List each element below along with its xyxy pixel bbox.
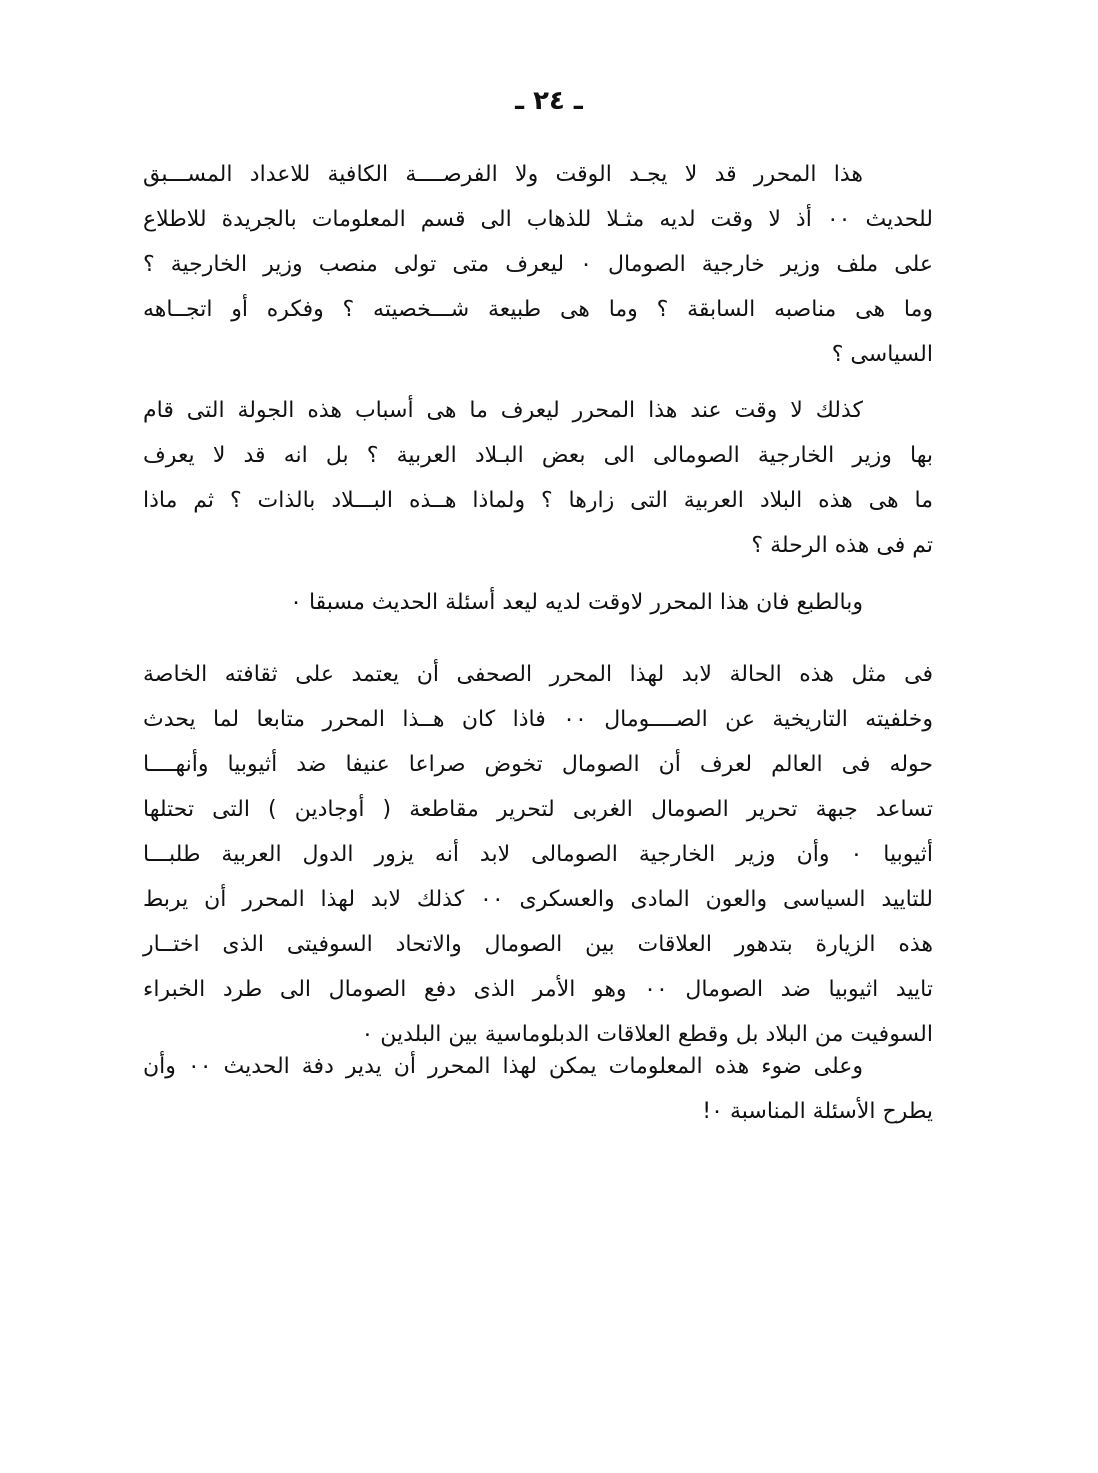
text-line: السوفيت من البلاد بل وقطع العلاقات الدبلوماسية بين البلدين ٠: [361, 1022, 933, 1047]
text-line: تساعد جبهة تحرير الصومال الغربى لتحرير مقاطعة ( أوجادين ) التى تحتلها: [143, 797, 933, 822]
paragraph-1: [143, 152, 933, 377]
paragraph-4: [143, 652, 933, 1057]
paragraph-5: [143, 1044, 933, 1134]
text-line: تم فى هذه الرحلة ؟: [751, 533, 933, 558]
text-line: للحديث ٠٠ أذ لا وقت لديه مثـلا للذهاب الى قسم المعلومات بالجريدة للاطلاع: [143, 207, 933, 232]
paragraph-3: [143, 580, 933, 625]
text-line: للتاييد السياسى والعون المادى والعسكرى ٠٠ كذلك لابد لهذا المحرر أن يربط: [143, 887, 934, 912]
paragraph-2: [143, 388, 933, 568]
text-line: كذلك لا وقت عند هذا المحرر ليعرف ما هى أسباب هذه الجولة التى قام: [143, 398, 863, 423]
text-line: وما هى مناصبه السابقة ؟ وما هى طبيعة شـــخصيته ؟ وفكره أو اتجــاهه: [143, 297, 933, 322]
text-line: فى مثل هذه الحالة لابد لهذا المحرر الصحفى أن يعتمد على ثقافته الخاصة: [143, 662, 933, 687]
text-line: على ملف وزير خارجية الصومال ٠ ليعرف متى تولى منصب وزير الخارجية ؟: [143, 252, 933, 277]
text-line: وبالطبع فان هذا المحرر لاوقت لديه ليعد أسئلة الحديث مسبقا ٠: [290, 590, 863, 615]
text-line: وعلى ضوء هذه المعلومات يمكن لهذا المحرر أن يدير دفة الحديث ٠٠ وأن: [143, 1054, 863, 1079]
text-line: حوله فى العالم لعرف أن الصومال تخوض صراعا عنيفا ضد أثيوبيا وأنهــــا: [143, 752, 933, 777]
text-line: تاييد اثيوبيا ضد الصومال ٠٠ وهو الأمر الذى دفع الصومال الى طرد الخبراء: [143, 977, 933, 1002]
text-line: هذا المحرر قد لا يجـد الوقت ولا الفرصــــة الكافية للاعداد المســـبق: [143, 162, 863, 187]
text-line: هذه الزيارة بتدهور العلاقات بين الصومال والاتحاد السوفيتى الذى اختــار: [143, 932, 933, 957]
text-line: ما هى هذه البلاد العربية التى زارها ؟ ولماذا هــذه البـــلاد بالذات ؟ ثم ماذا: [143, 488, 933, 513]
text-line: وخلفيته التاريخية عن الصــــومال ٠٠ فاذا كان هــذا المحرر متابعا لما يحدث: [143, 707, 934, 732]
text-line: أثيوبيا ٠ وأن وزير الخارجية الصومالى لابد أنه يزور الدول العربية طلبـــا: [143, 842, 933, 867]
text-line: يطرح الأسئلة المناسبة ٠!: [702, 1099, 933, 1124]
page-number: ـ ٢٤ ـ: [515, 86, 583, 116]
text-line: بها وزير الخارجية الصومالى الى بعض البـلاد العربية ؟ بل انه قد لا يعرف: [143, 443, 933, 468]
text-line: السياسى ؟: [831, 342, 933, 367]
